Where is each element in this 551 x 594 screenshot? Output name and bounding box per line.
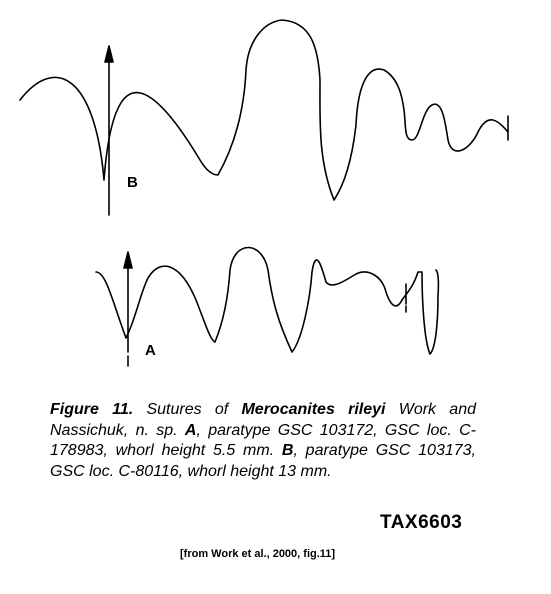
suture-b <box>20 20 508 200</box>
figure-caption <box>50 400 476 482</box>
label-suture-b: B <box>127 174 138 191</box>
caption-text: Sutures of <box>133 401 242 418</box>
caption-part-a: A <box>184 421 197 439</box>
catalog-id: TAX6603 <box>380 512 463 533</box>
label-suture-a: A <box>145 342 156 359</box>
caption-text: , paratype GSC 103173, GSC loc. C-80116, whorl height 13 mm. <box>50 442 476 480</box>
source-citation: [from Work et al., 2000, fig.11] <box>180 548 336 560</box>
caption-text: Work and Nassichuk, n. sp. <box>50 401 476 439</box>
caption-part-b: B <box>281 442 294 459</box>
figure-number: Figure 11. <box>50 401 134 418</box>
suture-a <box>96 248 402 353</box>
caption-text: , paratype GSC 103172, GSC loc. C-178983, whorl height 5.5 mm. <box>50 421 477 459</box>
species-name: Merocanites rileyi <box>241 401 386 418</box>
arrow-b-head <box>105 46 113 62</box>
suture-a-end-loop <box>402 270 438 354</box>
arrow-a-head <box>124 252 132 268</box>
